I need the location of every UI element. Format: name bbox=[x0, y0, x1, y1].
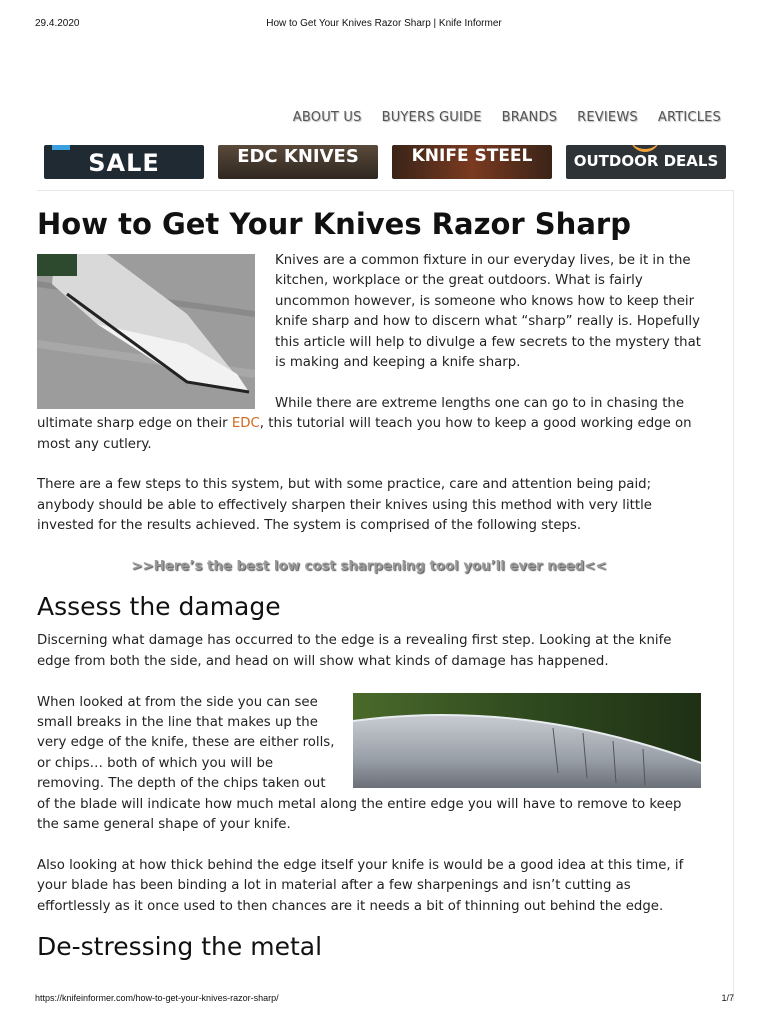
paragraph-edc-before: While there are extreme lengths one can go to in chasing the ultimate sharp edge on their bbox=[37, 395, 685, 432]
print-header bbox=[0, 0, 768, 40]
knife-edge-closeup-photo bbox=[353, 693, 701, 788]
nav-reviews[interactable]: REVIEWS bbox=[577, 110, 638, 125]
print-url: https://knifeinformer.com/how-to-get-your-knives-razor-sharp/ bbox=[35, 993, 279, 1003]
nav-brands[interactable]: BRANDS bbox=[501, 110, 558, 125]
article-title: How to Get Your Knives Razor Sharp bbox=[37, 207, 631, 241]
smile-arrow-icon bbox=[630, 145, 660, 152]
sharpening-tool-link[interactable]: >>Here’s the best low cost sharpening tool you’ll ever need<< bbox=[131, 559, 607, 575]
intro-paragraph: Knives are a common fixture in our everyday lives, be it in the kitchen, workplace or the great outdoors. What is fairly uncommon however, is someone who knows how to keep their knife sharp and how to discern what “sharp” really is. Hopefully this article will help to divulge a few secrets to the mystery that is making and keeping a knife sharp. bbox=[275, 253, 701, 371]
steps-paragraph: There are a few steps to this system, but with some practice, care and attention being paid; anybody should be able to effectively sharpen their knives using this method with very little invested for the results achieved. The system is comprised of the following steps. bbox=[37, 477, 652, 534]
banner-sale-label: SALE bbox=[88, 149, 160, 177]
banner-outdoor-deals-label: OUTDOOR DEALS bbox=[573, 152, 719, 170]
banner-knife-steel-label: KNIFE STEEL bbox=[411, 146, 533, 166]
heading-destressing-metal: De-stressing the metal bbox=[37, 932, 323, 962]
promo-banners bbox=[44, 145, 726, 179]
heading-assess-damage: Assess the damage bbox=[37, 592, 281, 622]
side-view-paragraph: When looked at from the side you can see small breaks in the line that makes up the very edge of the knife, these are either rolls, or chips… both of which you will be removing. The depth of the chips taken out of the blade will indicate how much metal along the entire edge you will have to remove to keep the same general shape of your knife. bbox=[37, 694, 682, 833]
banner-outdoor-deals[interactable] bbox=[566, 145, 726, 179]
banner-knife-steel[interactable] bbox=[392, 145, 552, 179]
print-date: 29.4.2020 bbox=[35, 18, 80, 29]
banner-edc-knives-label: EDC KNIVES bbox=[237, 146, 359, 167]
banner-edc-knives[interactable] bbox=[218, 145, 378, 179]
paragraph-edc-after: , this tutorial will teach you how to keep a good working edge on most any cutlery. bbox=[37, 416, 692, 452]
print-page-number: 1/7 bbox=[721, 993, 734, 1003]
assess-paragraph: Discerning what damage has occurred to the edge is a revealing first step. Looking at the knife edge from both the side, and head on will show what kinds of damage has happened. bbox=[37, 633, 672, 669]
print-title: How to Get Your Knives Razor Sharp | Knife Informer bbox=[266, 18, 502, 29]
nav-buyers-guide[interactable]: BUYERS GUIDE bbox=[381, 110, 482, 125]
nav-articles[interactable]: ARTICLES bbox=[657, 110, 721, 125]
edc-link[interactable]: EDC bbox=[231, 416, 260, 432]
knife-blade-photo bbox=[37, 254, 255, 409]
main-nav bbox=[293, 110, 721, 125]
article bbox=[37, 197, 701, 965]
thickness-paragraph: Also looking at how thick behind the edge itself your knife is would be a good idea at this time, if your blade has been binding a lot in material after a few sharpenings and isn’t cutting as effortlessly as it once used to then chances are it needs a bit of thinning out behind the edge. bbox=[37, 857, 684, 914]
nav-about-us[interactable]: ABOUT US bbox=[292, 110, 362, 125]
banner-sale[interactable] bbox=[44, 145, 204, 179]
